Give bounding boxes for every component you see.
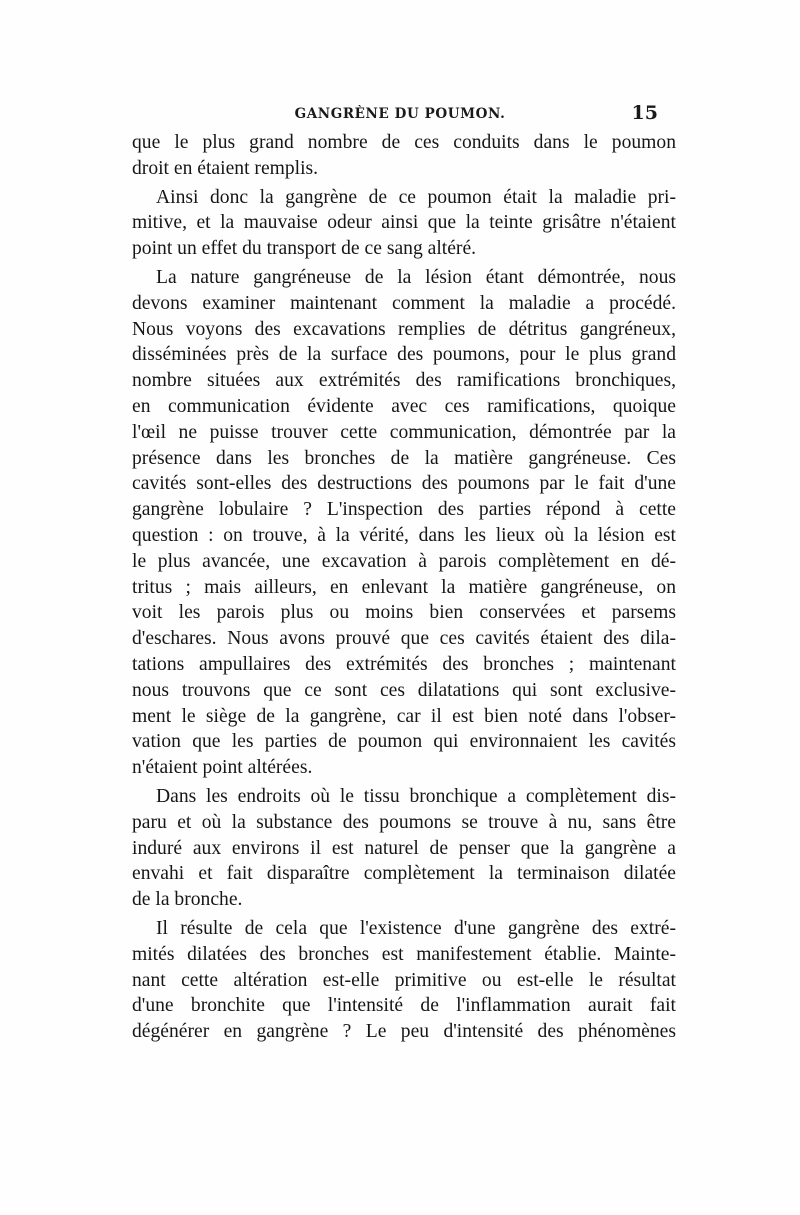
text-line: mitive, et la mauvaise odeur ainsi que la teinte grisâtre n'étaient (132, 212, 676, 234)
text-line: gangrène lobulaire ? L'inspection des parties répond à cette (132, 499, 676, 521)
text-line: tritus ; mais ailleurs, en enlevant la matière gangréneuse, on (132, 576, 676, 598)
text-line: dégénérer en gangrène ? Le peu d'intensité des phénomènes (132, 1021, 676, 1043)
text-line: le plus avancée, une excavation à parois complètement en dé- (132, 550, 676, 572)
page-number: 15 (631, 102, 658, 124)
text-line: l'œil ne puisse trouver cette communication, démontrée par la (132, 421, 676, 443)
text-line: point un effet du transport de ce sang altéré. (132, 238, 477, 260)
text-line: envahi et fait disparaître complètement la terminaison dilatée (132, 863, 676, 885)
text-line: nant cette altération est-elle primitive ou est-elle le résultat (132, 969, 676, 991)
text-line: mités dilatées des bronches est manifestement établie. Mainte- (132, 943, 676, 965)
text-line: cavités sont-elles des destructions des poumons par le fait d'une (132, 473, 676, 495)
paragraph (132, 185, 676, 262)
text-line: paru et où la substance des poumons se trouve à nu, sans être (132, 811, 676, 833)
text-line: droit en étaient remplis. (132, 157, 319, 179)
text-line: ment le siège de la gangrène, car il est bien noté dans l'obser- (132, 705, 676, 727)
body-text (132, 130, 676, 1045)
text-line: La nature gangréneuse de la lésion étant démontrée, nous (156, 266, 676, 288)
text-line: voit les parois plus ou moins bien conservées et parsems (132, 602, 676, 624)
text-line: vation que les parties de poumon qui environnaient les cavités (132, 731, 676, 753)
text-line: disséminées près de la surface des poumons, pour le plus grand (132, 344, 676, 366)
text-line: devons examiner maintenant comment la maladie a procédé. (132, 292, 676, 314)
running-head (130, 102, 670, 128)
text-line: n'étaient point altérées. (132, 757, 313, 779)
running-title: GANGRÈNE DU POUMON. (294, 106, 506, 122)
paragraph (132, 130, 676, 182)
text-line: en communication évidente avec ces ramifications, quoique (132, 395, 676, 417)
text-line: Ainsi donc la gangrène de ce poumon était la maladie pri- (156, 186, 676, 208)
text-line: présence dans les bronches de la matière gangréneuse. Ces (132, 447, 676, 469)
text-line: de la bronche. (132, 889, 243, 911)
text-line: nous trouvons que ce sont ces dilatations qui sont exclusive- (132, 679, 676, 701)
text-line: induré aux environs il est naturel de penser que la gangrène a (132, 837, 676, 859)
paragraph (132, 784, 676, 913)
text-line: question : on trouve, à la vérité, dans les lieux où la lésion est (132, 524, 676, 546)
text-line: nombre situées aux extrémités des ramifications bronchiques, (132, 370, 676, 392)
paragraph (132, 265, 676, 781)
paragraph (132, 916, 676, 1045)
text-line: que le plus grand nombre de ces conduits dans le poumon (132, 132, 676, 153)
text-line: d'une bronchite que l'intensité de l'inflammation aurait fait (132, 995, 676, 1017)
text-line: Nous voyons des excavations remplies de détritus gangréneux, (132, 318, 676, 340)
text-line: d'eschares. Nous avons prouvé que ces cavités étaient des dila- (132, 628, 676, 650)
text-line: Il résulte de cela que l'existence d'une gangrène des extré- (156, 917, 676, 939)
text-line: tations ampullaires des extrémités des bronches ; maintenant (132, 653, 676, 675)
text-line: Dans les endroits où le tissu bronchique a complètement dis- (156, 785, 676, 807)
